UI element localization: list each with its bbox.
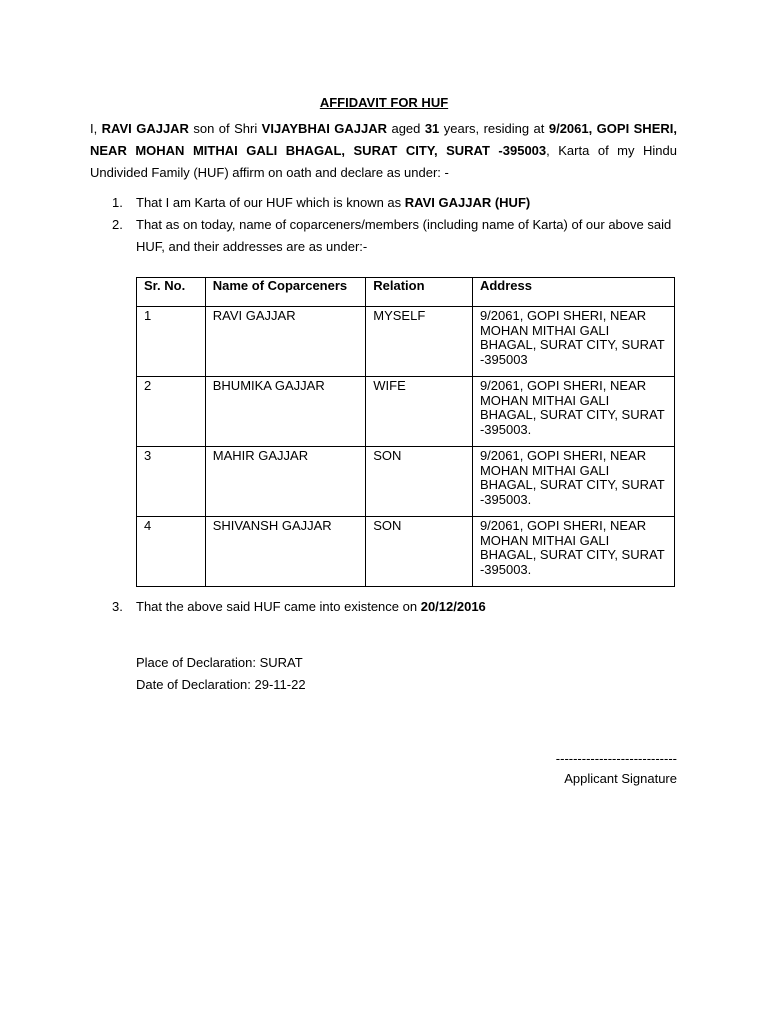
point-text: That the above said HUF came into existence on	[136, 599, 421, 614]
huf-name: RAVI GAJJAR (HUF)	[404, 195, 531, 210]
header-relation: Relation	[366, 278, 473, 307]
declaration-points-continued	[112, 596, 677, 618]
cell-address: 9/2061, GOPI SHERI, NEAR MOHAN MITHAI GALI BHAGAL, SURAT CITY, SURAT -395003.	[472, 377, 674, 447]
cell-sr-no: 1	[137, 307, 206, 377]
cell-address: 9/2061, GOPI SHERI, NEAR MOHAN MITHAI GALI BHAGAL, SURAT CITY, SURAT -395003	[472, 307, 674, 377]
coparceners-table	[136, 277, 675, 587]
cell-relation: SON	[366, 447, 473, 517]
point-3	[112, 596, 677, 618]
cell-name: SHIVANSH GAJJAR	[205, 517, 366, 587]
cell-sr-no: 3	[137, 447, 206, 517]
table-row	[137, 307, 675, 377]
intro-text: aged	[387, 121, 425, 136]
intro-text: , Karta of my Hindu Undivided Family (HUF) affirm on oath and declare as under: -	[90, 143, 677, 180]
existence-date: 20/12/2016	[420, 599, 486, 614]
point-2	[112, 214, 677, 258]
father-name: VIJAYBHAI GAJJAR	[261, 121, 388, 136]
cell-sr-no: 4	[137, 517, 206, 587]
cell-name: BHUMIKA GAJJAR	[205, 377, 366, 447]
cell-relation: MYSELF	[366, 307, 473, 377]
residence-address: 9/2061, GOPI SHERI, NEAR MOHAN MITHAI GALI BHAGAL, SURAT CITY, SURAT -395003	[90, 121, 677, 158]
deponent-age: 31	[424, 121, 440, 136]
header-sr-no: Sr. No.	[137, 278, 206, 307]
point-text: That as on today, name of coparceners/members (including name of Karta) of our above said HUF, and their addresses are as under:-	[136, 217, 672, 254]
table-row	[137, 447, 675, 517]
intro-paragraph	[90, 118, 677, 184]
cell-address: 9/2061, GOPI SHERI, NEAR MOHAN MITHAI GALI BHAGAL, SURAT CITY, SURAT -395003.	[472, 517, 674, 587]
point-1	[112, 192, 677, 214]
header-name: Name of Coparceners	[205, 278, 366, 307]
declaration-block	[136, 652, 306, 696]
intro-text: I,	[90, 121, 102, 136]
point-number: 2.	[112, 217, 123, 232]
point-text: That I am Karta of our HUF which is known as	[136, 195, 405, 210]
point-number: 3.	[112, 599, 123, 614]
date-of-declaration: Date of Declaration: 29-11-22	[136, 677, 306, 692]
cell-sr-no: 2	[137, 377, 206, 447]
table-row	[137, 377, 675, 447]
cell-name: RAVI GAJJAR	[205, 307, 366, 377]
cell-relation: WIFE	[366, 377, 473, 447]
place-of-declaration: Place of Declaration: SURAT	[136, 655, 303, 670]
document-title: AFFIDAVIT FOR HUF	[319, 95, 449, 110]
signature-line: ----------------------------	[555, 751, 677, 766]
cell-name: MAHIR GAJJAR	[205, 447, 366, 517]
table-header-row	[137, 278, 675, 307]
cell-relation: SON	[366, 517, 473, 587]
intro-text: years, residing at	[439, 121, 549, 136]
declaration-points	[112, 192, 677, 258]
point-number: 1.	[112, 195, 123, 210]
signature-label: Applicant Signature	[564, 771, 677, 786]
intro-text: son of Shri	[188, 121, 262, 136]
deponent-name: RAVI GAJJAR	[101, 121, 189, 136]
table-row	[137, 517, 675, 587]
header-address: Address	[472, 278, 674, 307]
cell-address: 9/2061, GOPI SHERI, NEAR MOHAN MITHAI GALI BHAGAL, SURAT CITY, SURAT -395003.	[472, 447, 674, 517]
